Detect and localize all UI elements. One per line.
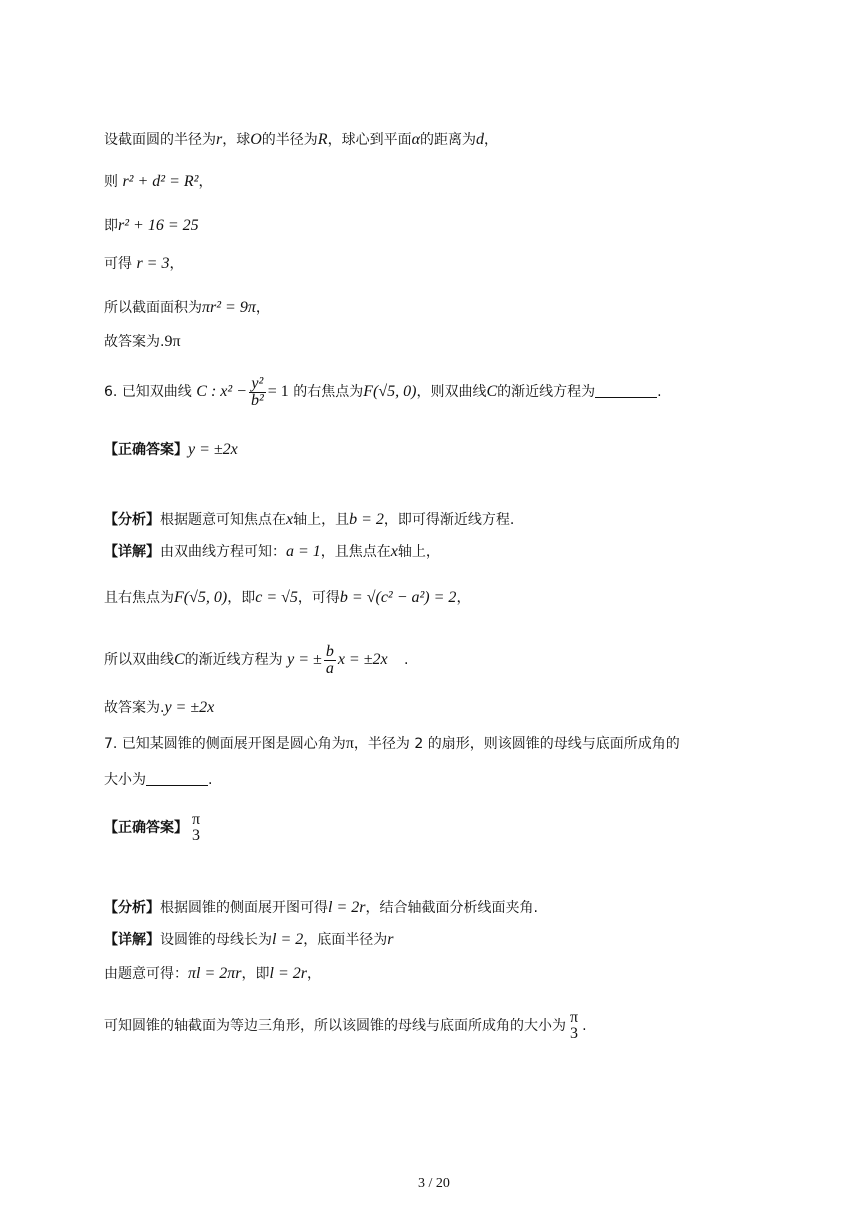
fraction-numerator: π: [570, 1009, 579, 1026]
text: 所以截面面积为: [104, 300, 202, 316]
text: ，: [456, 590, 471, 606]
math-var: R: [317, 131, 328, 148]
math-var: d: [475, 131, 484, 148]
question-6: [104, 372, 662, 412]
math-equation: l = 2r: [269, 965, 307, 982]
text-line: [104, 216, 199, 236]
text: 即: [104, 218, 118, 234]
text-line: [104, 130, 498, 150]
math-var: O: [250, 131, 262, 148]
math-fraction: [568, 1010, 580, 1042]
math-equation: l = 2: [272, 931, 304, 948]
fraction-numerator: y²: [249, 376, 266, 393]
math-equation: r = 3: [136, 255, 170, 272]
text: 由题意可得：: [104, 966, 188, 982]
math-equation: C : x² −: [196, 383, 247, 400]
math-equation: l = 2r: [328, 899, 366, 916]
text: ，即可得渐近线方程.: [383, 512, 515, 528]
text: 轴上，且: [293, 512, 350, 528]
math-equation: = 1: [267, 383, 289, 400]
fraction-denominator: a: [325, 659, 334, 677]
text: 根据圆锥的侧面展开图可得: [160, 900, 328, 916]
text: .: [208, 772, 213, 788]
math-equation: πl = 2πr: [188, 965, 242, 982]
analysis-6: [104, 510, 514, 530]
answer-blank[interactable]: [146, 771, 208, 786]
text: ，: [306, 966, 321, 982]
analysis-label: 【分析】: [104, 900, 160, 916]
text: 的渐近线方程为: [184, 652, 283, 668]
math-equation: F(√5, 0): [363, 383, 417, 400]
math-equation: y = ±: [287, 651, 322, 668]
math-fraction: [190, 812, 202, 844]
question-number: 6.: [104, 384, 118, 400]
detail-7: [104, 930, 393, 950]
text-line: [104, 298, 270, 318]
text: .: [404, 652, 409, 668]
text: ，: [169, 256, 184, 272]
text: ，结合轴截面分析线面夹角.: [365, 900, 538, 916]
text-line: [104, 254, 183, 274]
text: 大小为: [104, 772, 146, 788]
text: 故答案为.: [104, 334, 165, 350]
text: 可知圆锥的轴截面为等边三角形，所以该圆锥的母线与底面所成角的大小为: [104, 1018, 566, 1034]
math-equation: a = 1: [286, 543, 321, 560]
question-number: 7.: [104, 736, 118, 752]
math-equation: y = ±2x: [188, 441, 238, 458]
text: 已知双曲线: [121, 384, 192, 400]
math-var: C: [486, 383, 498, 400]
detail-label: 【详解】: [104, 544, 160, 560]
text-line: [104, 172, 212, 192]
math-equation: πr² = 9π: [202, 299, 256, 316]
text: ，半径为 2 的扇形，则该圆锥的母线与底面所成角的: [353, 736, 680, 752]
text: ，即: [241, 966, 270, 982]
text: 则: [104, 174, 118, 190]
page-number: 3 / 20: [418, 1176, 450, 1191]
text: .: [582, 1018, 587, 1034]
math-var: C: [174, 651, 185, 668]
math-equation: y = ±2x: [164, 699, 215, 716]
text: 轴上，: [397, 544, 440, 560]
math-equation: F(√5, 0): [174, 589, 228, 606]
text-line: [104, 964, 321, 984]
math-equation: b = 2: [349, 511, 384, 528]
answer-blank[interactable]: [595, 383, 657, 398]
text-line: [104, 640, 409, 680]
text: 所以双曲线: [104, 652, 174, 668]
text-line: [104, 588, 470, 608]
math-var: r: [216, 131, 223, 148]
math-fraction: [324, 644, 336, 677]
text: 设圆锥的母线长为: [160, 932, 272, 948]
fraction-denominator: 3: [570, 1025, 579, 1042]
math-equation: b = √(c² − a²) = 2: [339, 589, 457, 606]
analysis-7: [104, 898, 538, 918]
detail-6: [104, 542, 440, 562]
math-var: x: [286, 511, 294, 528]
text: ，: [483, 132, 498, 148]
answer-6: [104, 440, 238, 460]
text: ，: [198, 174, 213, 190]
fraction-numerator: b: [325, 642, 334, 660]
text: 的半径为: [261, 132, 318, 148]
math-equation: 9π: [164, 333, 181, 350]
math-var: α: [411, 131, 420, 148]
text-line: [104, 698, 214, 718]
text: 的右焦点为: [293, 384, 364, 400]
fraction-denominator: b²: [250, 391, 264, 409]
math-var: r: [387, 931, 394, 948]
fraction-numerator: π: [192, 811, 201, 828]
text: 根据题意可知焦点在: [160, 512, 286, 528]
text: 的距离为: [419, 132, 476, 148]
question-7: [104, 734, 680, 754]
text: ，则双曲线: [416, 384, 487, 400]
text: 已知某圆锥的侧面展开图是圆心角为: [121, 736, 346, 752]
math-equation: c = √5: [255, 589, 298, 606]
answer-label: 【正确答案】: [104, 820, 188, 836]
text: 设截面圆的半径为: [104, 132, 216, 148]
text: 故答案为.: [104, 700, 165, 716]
math-var: x: [390, 543, 398, 560]
math-fraction: [249, 376, 266, 409]
text-line: [104, 1006, 587, 1046]
detail-label: 【详解】: [104, 932, 160, 948]
text: ，底面半径为: [303, 932, 388, 948]
text: ，即: [227, 590, 256, 606]
text: ，球心到平面: [327, 132, 412, 148]
text: ，且焦点在: [320, 544, 391, 560]
math-equation: r² + d² = R²: [122, 173, 199, 190]
answer-label: 【正确答案】: [104, 442, 188, 458]
text: 可得: [104, 256, 132, 272]
text-line: [104, 770, 212, 790]
text: 的渐近线方程为: [497, 384, 596, 400]
math-equation: r² + 16 = 25: [118, 217, 199, 234]
fraction-denominator: 3: [192, 827, 201, 844]
text-line: [104, 332, 181, 352]
answer-7: [104, 808, 204, 848]
text: ，可得: [297, 590, 340, 606]
analysis-label: 【分析】: [104, 512, 160, 528]
text: ，球: [222, 132, 251, 148]
text: 由双曲线方程可知：: [160, 544, 286, 560]
math-equation: x = ±2x: [337, 651, 388, 668]
text: ，: [255, 300, 270, 316]
text: 且右焦点为: [104, 590, 174, 606]
text: .: [657, 384, 662, 400]
math-equation: π: [345, 735, 354, 752]
